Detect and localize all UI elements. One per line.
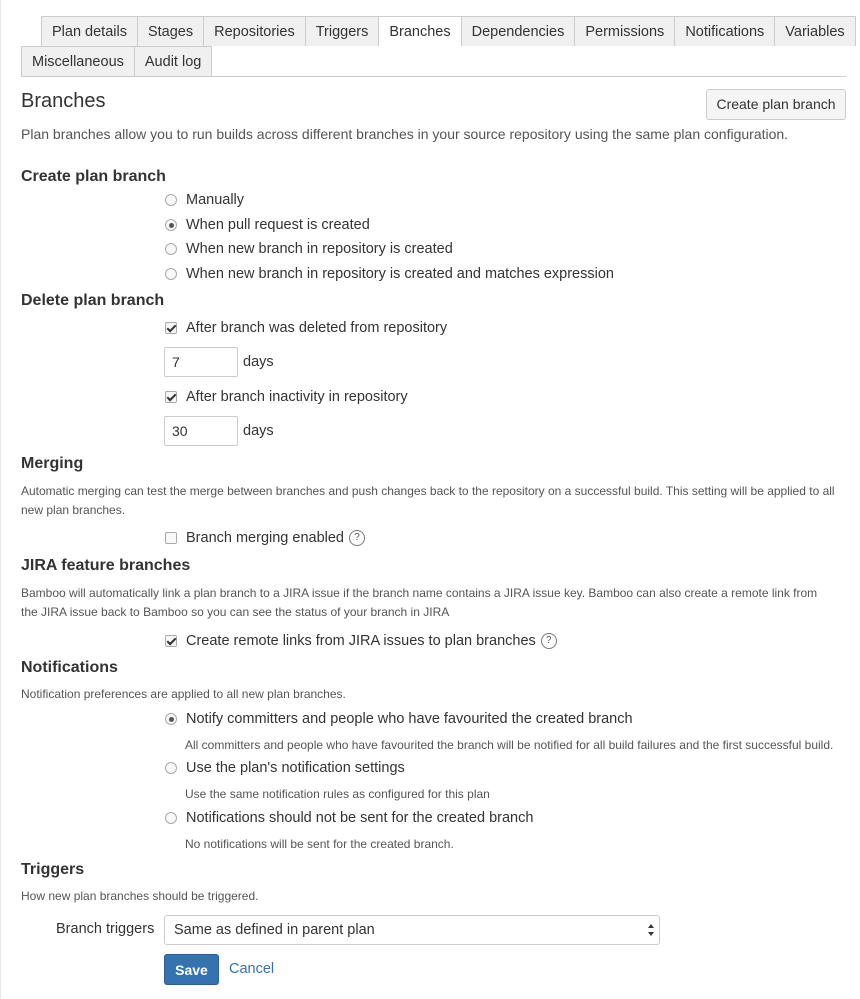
tab-row-2 xyxy=(21,46,846,76)
tab-plan-details[interactable]: Plan details xyxy=(41,16,138,46)
tab-branches[interactable]: Branches xyxy=(378,16,461,46)
checkbox-branch-merging[interactable] xyxy=(165,532,177,544)
triggers-description: How new plan branches should be triggered. xyxy=(21,889,259,903)
create-option-manually[interactable] xyxy=(164,191,244,209)
radio-new-branch-matches[interactable] xyxy=(165,268,177,280)
create-option-new-branch[interactable] xyxy=(164,240,453,258)
notify-committers-option[interactable] xyxy=(164,710,633,728)
option-label: When new branch in repository is created and matches expression xyxy=(186,266,614,282)
tab-row-1 xyxy=(41,16,846,46)
notifications-description: Notification preferences are applied to all new plan branches. xyxy=(21,687,346,701)
radio-no-notifications[interactable] xyxy=(165,812,177,824)
notify-committers-help: All committers and people who have favourited the branch will be notified for all build failures and the first successful build. xyxy=(185,738,834,752)
create-plan-branch-button[interactable]: Create plan branch xyxy=(706,89,846,120)
plan-config-tabs xyxy=(21,16,846,76)
plan-notification-settings-help: Use the same notification rules as configured for this plan xyxy=(185,787,490,801)
no-notifications-option[interactable] xyxy=(164,809,533,827)
delete-plan-branch-heading: Delete plan branch xyxy=(21,292,165,309)
branch-triggers-value: Same as defined in parent plan xyxy=(174,922,375,938)
help-icon[interactable]: ? xyxy=(541,633,557,649)
delete-after-deleted-option[interactable] xyxy=(164,319,447,337)
option-label: Manually xyxy=(186,192,245,208)
option-label: Create remote links from JIRA issues to plan branches xyxy=(186,633,536,649)
checkbox-after-inactivity[interactable] xyxy=(165,391,177,403)
merging-heading: Merging xyxy=(21,455,84,472)
option-label: After branch was deleted from repository xyxy=(186,320,448,336)
deleted-days-input[interactable] xyxy=(164,347,238,377)
option-label: When new branch in repository is created xyxy=(186,241,453,257)
inactivity-days-input[interactable] xyxy=(164,416,238,446)
radio-plan-notification-settings[interactable] xyxy=(165,762,177,774)
page-description: Plan branches allow you to run builds across different branches in your source repository using the same plan configuration. xyxy=(21,126,789,142)
cancel-link[interactable]: Cancel xyxy=(229,961,275,977)
save-button[interactable]: Save xyxy=(164,954,219,985)
delete-after-inactivity-option[interactable] xyxy=(164,388,408,406)
radio-manually[interactable] xyxy=(165,194,177,206)
select-arrows-icon xyxy=(647,923,655,937)
page-title: Branches xyxy=(21,90,106,112)
option-label: Branch merging enabled xyxy=(186,530,344,546)
option-label: Notify committers and people who have favourited the created branch xyxy=(186,711,633,727)
radio-new-branch[interactable] xyxy=(165,243,177,255)
tab-miscellaneous[interactable]: Miscellaneous xyxy=(21,46,135,76)
inactivity-days-unit: days xyxy=(243,423,274,439)
branch-merging-option[interactable] xyxy=(164,529,365,547)
branch-triggers-label: Branch triggers xyxy=(56,921,155,937)
option-label: Notifications should not be sent for the created branch xyxy=(186,810,534,826)
checkbox-after-deleted[interactable] xyxy=(165,322,177,334)
tab-notifications[interactable]: Notifications xyxy=(674,16,775,46)
radio-notify-committers[interactable] xyxy=(165,713,177,725)
tabs-divider xyxy=(21,76,846,77)
tab-audit-log[interactable]: Audit log xyxy=(134,46,212,76)
merging-description: Automatic merging can test the merge between branches and push changes back to the repository on a successful build. This setting will be applied to all new plan branches. xyxy=(21,484,835,517)
help-icon[interactable]: ? xyxy=(349,530,365,546)
create-plan-branch-heading: Create plan branch xyxy=(21,168,166,185)
create-option-pull-request[interactable] xyxy=(164,216,370,234)
create-option-new-branch-matches[interactable] xyxy=(164,265,614,283)
no-notifications-help: No notifications will be sent for the created branch. xyxy=(185,837,454,851)
tab-repositories[interactable]: Repositories xyxy=(203,16,306,46)
tab-variables[interactable]: Variables xyxy=(774,16,855,46)
branch-triggers-select[interactable] xyxy=(164,915,660,945)
tab-dependencies[interactable]: Dependencies xyxy=(461,16,576,46)
option-label: Use the plan's notification settings xyxy=(186,760,405,776)
tab-stages[interactable]: Stages xyxy=(137,16,204,46)
jira-remote-links-option[interactable] xyxy=(164,632,557,650)
triggers-heading: Triggers xyxy=(21,861,85,878)
radio-pull-request[interactable] xyxy=(165,219,177,231)
jira-heading: JIRA feature branches xyxy=(21,557,191,574)
deleted-days-unit: days xyxy=(243,354,274,370)
option-label: When pull request is created xyxy=(186,217,370,233)
tab-triggers[interactable]: Triggers xyxy=(305,16,380,46)
plan-notification-settings-option[interactable] xyxy=(164,759,405,777)
tab-permissions[interactable]: Permissions xyxy=(574,16,675,46)
notifications-heading: Notifications xyxy=(21,659,118,676)
checkbox-jira-remote-links[interactable] xyxy=(165,635,177,647)
jira-description: Bamboo will automatically link a plan branch to a JIRA issue if the branch name contains a JIRA issue key. Bamboo can also create a remote link from the JIRA issue back to Bamboo so you can see the status of your branch in JIRA xyxy=(21,586,818,619)
page-left-border xyxy=(0,0,1,999)
option-label: After branch inactivity in repository xyxy=(186,389,408,405)
